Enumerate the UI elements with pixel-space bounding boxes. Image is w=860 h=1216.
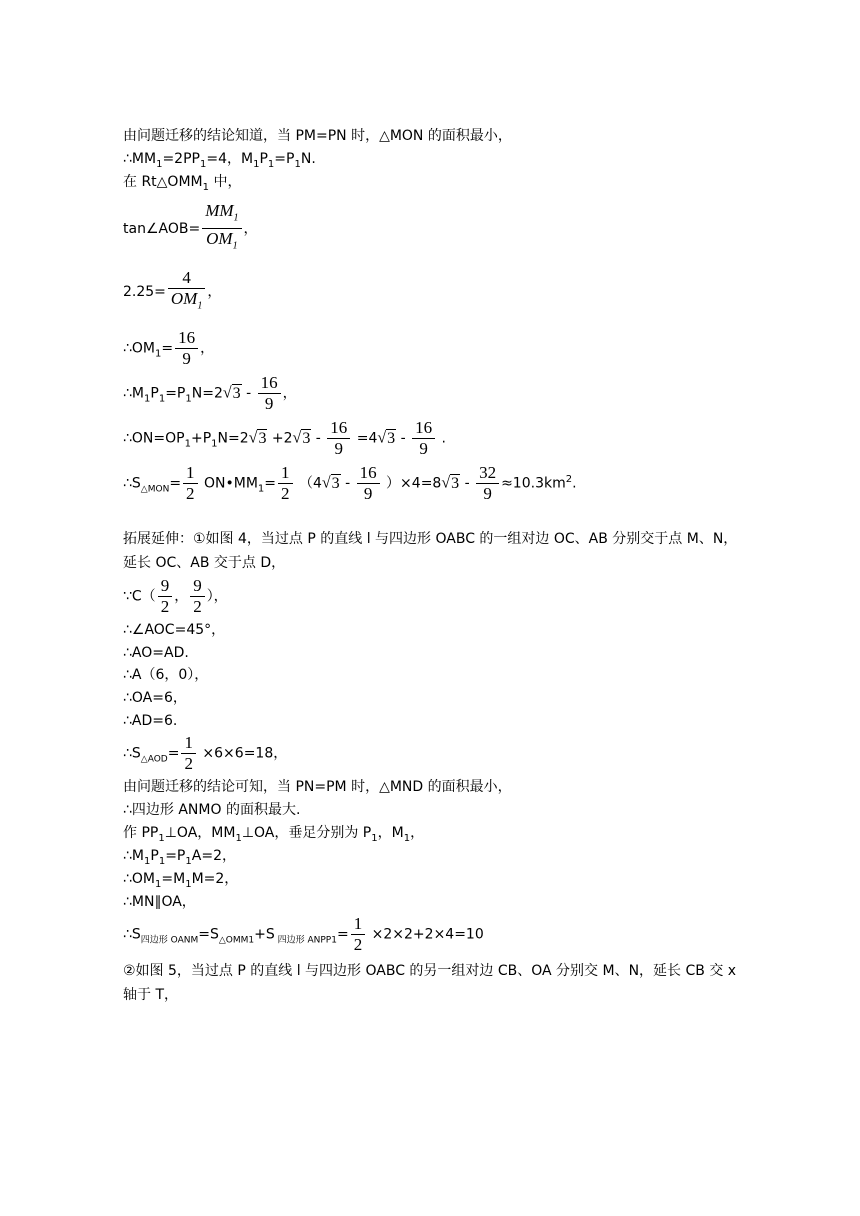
t: M=2， (191, 871, 239, 887)
sqrt: √3 (292, 429, 311, 447)
sub: 1 (232, 240, 238, 252)
t: =4，M (206, 151, 254, 167)
sub: 1 (199, 158, 207, 170)
frac-num: MM (205, 201, 234, 220)
radicand: 3 (258, 429, 267, 447)
sub: 1 (144, 393, 151, 405)
sub: △OMM1 (218, 935, 255, 946)
sub: 1 (371, 832, 378, 844)
t: N=2 (191, 385, 223, 402)
t: - (396, 430, 411, 447)
frac-den: 9 (175, 348, 198, 369)
sup: 2 (565, 473, 573, 485)
sub: 四边形 ANPP1 (274, 935, 337, 946)
text-line-1: 由问题迁移的结论知道，当 PM=PN 时，△MON 的面积最小， (123, 128, 512, 144)
fraction (327, 418, 350, 459)
t: ⊥OA，MM (164, 825, 236, 841)
text-line-17: 由问题迁移的结论可知，当 PN=PM 时，△MND 的面积最小， (123, 779, 512, 795)
t: - (460, 475, 475, 492)
t: = (169, 475, 182, 492)
equation-c (123, 576, 228, 617)
equation-tan (123, 201, 258, 257)
t: tan∠AOB= (123, 220, 201, 237)
t: ， (200, 340, 215, 357)
t: +2 (267, 430, 293, 447)
t: P (150, 385, 159, 402)
t: ， (174, 588, 189, 605)
fraction (158, 576, 173, 617)
sub: 1 (294, 158, 301, 170)
frac-num: 16 (178, 328, 196, 347)
sqrt: √3 (248, 429, 267, 447)
sub: 1 (253, 158, 260, 170)
text-line-12: ∴AO=AD. (123, 645, 189, 661)
sub: 1 (235, 832, 242, 844)
frac-den: 2 (351, 934, 366, 955)
sub: 1 (185, 878, 192, 890)
sub: 1 (211, 438, 218, 450)
text-line-14: ∴OA=6， (123, 690, 187, 706)
sqrt: √3 (377, 429, 396, 447)
sub: 1 (184, 438, 191, 450)
sub: 1 (202, 181, 209, 193)
radicand: 3 (331, 474, 340, 492)
t: ∴S (123, 475, 141, 492)
sub: 1 (197, 300, 203, 312)
text-line-19 (123, 823, 424, 849)
t: N=2 (217, 430, 249, 447)
frac-den: 2 (183, 483, 198, 504)
frac-num: 32 (479, 463, 497, 482)
text-line-15: ∴AD=6. (123, 713, 178, 729)
t: - (340, 475, 355, 492)
sub: 1 (156, 158, 163, 170)
t: 作 PP (123, 825, 159, 841)
t: ∵C（ (123, 588, 156, 605)
fraction (202, 201, 241, 257)
t: ， (207, 284, 222, 301)
fraction (476, 463, 499, 504)
fraction (181, 733, 196, 774)
fraction (168, 268, 205, 316)
sqrt: √3 (222, 384, 241, 402)
equation-smon (123, 463, 577, 504)
equation-saod (123, 733, 287, 774)
t: ≈10.3km (501, 475, 566, 492)
t: +S (254, 926, 275, 943)
frac-num: 1 (184, 733, 193, 752)
fraction (278, 463, 293, 504)
equation-om1 (123, 328, 214, 369)
t: ∴M (123, 385, 144, 402)
paragraph-extension: 拓展延伸：①如图 4，当过点 P 的直线 l 与四边形 OABC 的一组对边 OC、AB 分别交于点 M、N，延长 OC、AB 交于点 D， (123, 531, 738, 571)
t: ⊥OA，垂足分别为 P (241, 825, 372, 841)
sqrt: √3 (441, 474, 460, 492)
t: ）×4=8 (381, 475, 442, 492)
text-line-2 (123, 149, 316, 175)
paragraph-case-2: ②如图 5，当过点 P 的直线 l 与四边形 OABC 的另一组对边 CB、OA 分别交 M、N，延长 CB 交 x 轴于 T， (123, 963, 737, 1003)
frac-num: 1 (281, 463, 290, 482)
t: =P (165, 385, 186, 402)
frac-num: 16 (415, 418, 433, 437)
radicand: 3 (232, 384, 241, 402)
sub: △AOD (140, 754, 168, 765)
t: ）， (206, 588, 228, 605)
t: A=2， (191, 848, 236, 864)
t: ∴ON=OP (123, 430, 185, 447)
equation-2-25 (123, 268, 221, 316)
t: 2.25= (123, 284, 166, 301)
radicand: 3 (387, 429, 396, 447)
t: ∴M (123, 848, 144, 864)
frac-den: 9 (258, 393, 281, 414)
text-line-21 (123, 869, 238, 895)
t: =P (274, 151, 295, 167)
t: = (161, 340, 174, 357)
text-line-18: ∴四边形 ANMO 的面积最大. (123, 802, 301, 818)
frac-num: 16 (359, 463, 377, 482)
frac-num: 9 (193, 576, 202, 595)
t: =S (198, 926, 219, 943)
sub: 1 (403, 832, 411, 844)
t: ∴OM (123, 871, 156, 887)
fraction (258, 373, 281, 414)
t: ∴S (123, 926, 141, 943)
t: ， (282, 385, 297, 402)
fraction (190, 576, 205, 617)
frac-den: 2 (181, 753, 196, 774)
t: = (264, 475, 277, 492)
t: =4 (352, 430, 378, 447)
frac-num: 9 (160, 576, 170, 595)
t: ， (243, 220, 258, 237)
equation-sanm (123, 914, 484, 955)
text-line-13: ∴A（6，0）， (123, 667, 209, 683)
sub: 1 (144, 855, 151, 867)
sub: 1 (257, 483, 265, 495)
frac-den: 9 (327, 438, 350, 459)
equation-on (123, 418, 446, 459)
t: = (336, 926, 349, 943)
text-line-20 (123, 846, 236, 872)
t: ∴OM (123, 340, 156, 357)
t: . (572, 475, 577, 492)
sub: 1 (155, 348, 162, 360)
frac-num: 1 (186, 463, 195, 482)
frac-den: 9 (412, 438, 435, 459)
frac-den: 9 (357, 483, 380, 504)
frac-den: 2 (278, 483, 293, 504)
t: N. (300, 151, 316, 167)
t: ON•MM (199, 475, 258, 492)
sub: 1 (158, 832, 165, 844)
frac-den: 2 (158, 596, 173, 617)
t: ×2×2+2×4=10 (367, 926, 484, 943)
t: =M (161, 871, 186, 887)
radicand: 3 (302, 429, 311, 447)
t: 中， (209, 174, 242, 190)
frac-num: 4 (182, 268, 191, 287)
t: . (437, 430, 446, 447)
sub: 1 (158, 393, 166, 405)
sub: 1 (185, 393, 192, 405)
sub: 1 (267, 158, 275, 170)
t: =P (165, 848, 186, 864)
t: 在 Rt△OMM (123, 174, 203, 190)
t: ∴MM (123, 151, 157, 167)
t: （4 (294, 475, 322, 492)
equation-m1p1 (123, 373, 297, 414)
sub: △MON (140, 484, 170, 495)
t: P (259, 151, 268, 167)
frac-den: 2 (190, 596, 205, 617)
fraction (175, 328, 198, 369)
sub: 1 (233, 212, 239, 224)
t: ×6×6=18， (197, 745, 288, 762)
t: ， (410, 825, 425, 841)
sub: 四边形 OANM (140, 935, 199, 946)
t: ，M (377, 825, 404, 841)
fraction (183, 463, 198, 504)
fraction (357, 463, 380, 504)
radicand: 3 (451, 474, 460, 492)
sqrt: √3 (321, 474, 340, 492)
sub: 1 (185, 855, 192, 867)
t: - (241, 385, 256, 402)
frac-num: 16 (260, 373, 278, 392)
text-line-22: ∴MN∥OA， (123, 894, 196, 910)
text-line-11: ∴∠AOC=45°， (123, 622, 226, 638)
sub: 1 (155, 878, 162, 890)
t: P (150, 848, 159, 864)
t: ∴S (123, 745, 141, 762)
t: +P (190, 430, 212, 447)
frac-num: 1 (353, 914, 363, 933)
frac-num: 16 (330, 418, 348, 437)
fraction (351, 914, 366, 955)
frac-den: OM (206, 229, 233, 249)
text-line-3 (123, 172, 241, 198)
fraction (412, 418, 435, 459)
t: = (167, 745, 180, 762)
frac-den: OM (170, 289, 198, 308)
t: - (311, 430, 326, 447)
sub: 1 (158, 855, 166, 867)
t: =2PP (162, 151, 200, 167)
frac-den: 9 (476, 483, 499, 504)
